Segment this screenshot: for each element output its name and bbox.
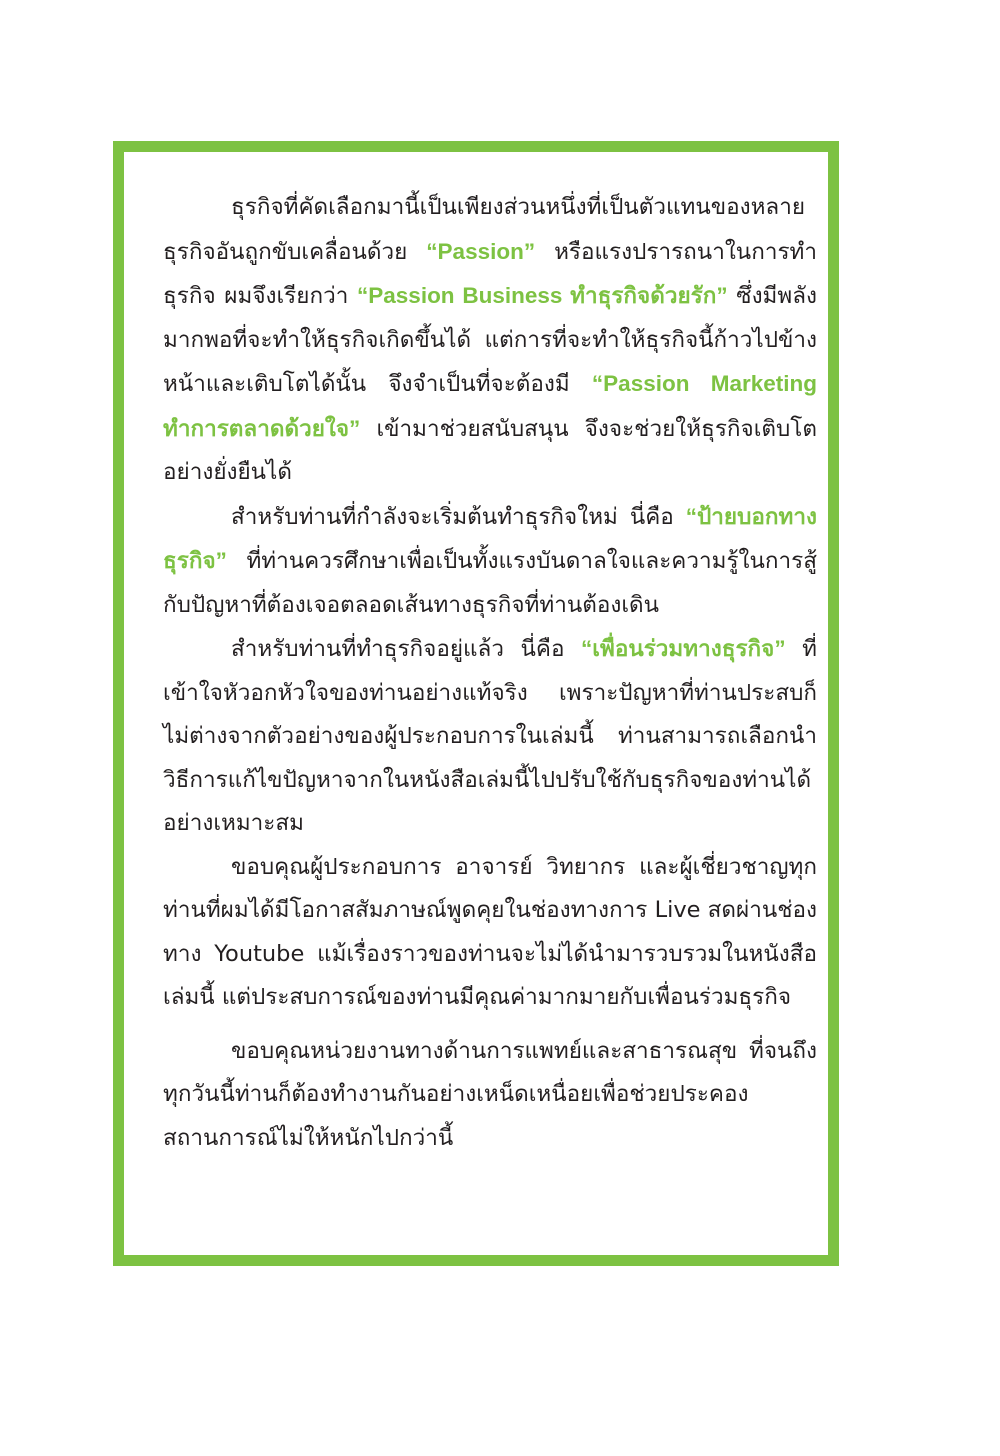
text-segment: ขอบคุณหน่วยงานทางด้านการแพทย์และสาธารณสุข ที่จนถึงทุกวันนี้ท่านก็ต้องทำงานกันอย่างเหน็ดเหนื่อยเพื่อช่วยประคองสถานการณ์ไม่ให้หนักไปกว่านี้ bbox=[163, 1037, 817, 1151]
text-segment: สำหรับท่านที่ทำธุรกิจอยู่แล้ว นี่คือ bbox=[231, 636, 582, 662]
text-segment: ที่เข้าใจหัวอกหัวใจของท่านอย่างแท้จริง เพราะปัญหาที่ท่านประสบก็ไม่ต่างจากตัวอย่างของผู้ประกอบการในเล่มนี้ ท่านสามารถเลือกนำวิธีการแก้ไขปัญหาจากในหนังสือเล่มนี้ไปปรับใช้กับธุรกิจของท่านได้อย่างเหมาะสม bbox=[163, 636, 817, 836]
paragraph-2 bbox=[163, 495, 817, 628]
highlight-signpost: “ป้ายบอกทางธุรกิจ” bbox=[163, 503, 817, 573]
text-segment: เข้ามาช่วยสนับสนุน จึงจะช่วยให้ธุรกิจเติบโตอย่างยั่งยืนได้ bbox=[163, 415, 817, 485]
highlight-passion-business: “Passion Business ทำธุรกิจด้วยรัก” bbox=[357, 283, 728, 308]
text-content bbox=[163, 186, 817, 1160]
text-segment: สำหรับท่านที่กำลังจะเริ่มต้นทำธุรกิจใหม่ นี่คือ bbox=[231, 503, 686, 530]
text-segment: ขอบคุณผู้ประกอบการ อาจารย์ วิทยากร และผู้เชี่ยวชาญทุกท่านที่ผมได้มีโอกาสสัมภาษณ์พูดคุยในช่องทางการ Live สดผ่านช่องทาง Youtube แม้เรื่องราวของท่านจะไม่ได้นำมารวบรวมในหนังสือเล่มนี้ แต่ประสบการณ์ของท่านมีคุณค่ามากมายกับเพื่อนร่วมธุรกิจ bbox=[163, 853, 817, 1010]
paragraph-1 bbox=[163, 186, 817, 495]
text-segment: ธุรกิจที่คัดเลือกมานี้เป็นเพียงส่วนหนึ่งที่เป็นตัวแทนของหลายธุรกิจอันถูกขับเคลื่อนด้วย bbox=[163, 194, 806, 265]
text-segment: ที่ท่านควรศึกษาเพื่อเป็นทั้งแรงบันดาลใจและความรู้ในการสู้กับปัญหาที่ต้องเจอตลอดเส้นทางธุรกิจที่ท่านต้องเดิน bbox=[163, 548, 817, 618]
highlight-business-companion: “เพื่อนร่วมทางธุรกิจ” bbox=[581, 636, 786, 661]
text-segment: ซึ่งมีพลังมากพอที่จะทำให้ธุรกิจเกิดขึ้นได้ แต่การที่จะทำให้ธุรกิจนี้ก้าวไปข้างหน้าและเติบโตได้นั้น จึงจำเป็นที่จะต้องมี bbox=[163, 283, 817, 397]
text-segment: หรือแรงปรารถนาในการทำธุรกิจ ผมจึงเรียกว่า bbox=[163, 238, 818, 309]
highlight-passion: “Passion” bbox=[426, 238, 536, 264]
paragraph-3 bbox=[163, 627, 817, 846]
green-border-frame bbox=[113, 141, 839, 1266]
paragraph-4 bbox=[163, 846, 817, 1020]
highlight-passion-marketing: “Passion Marketing ทำการตลาดด้วยใจ” bbox=[163, 371, 817, 441]
paragraph-5 bbox=[163, 1030, 817, 1161]
